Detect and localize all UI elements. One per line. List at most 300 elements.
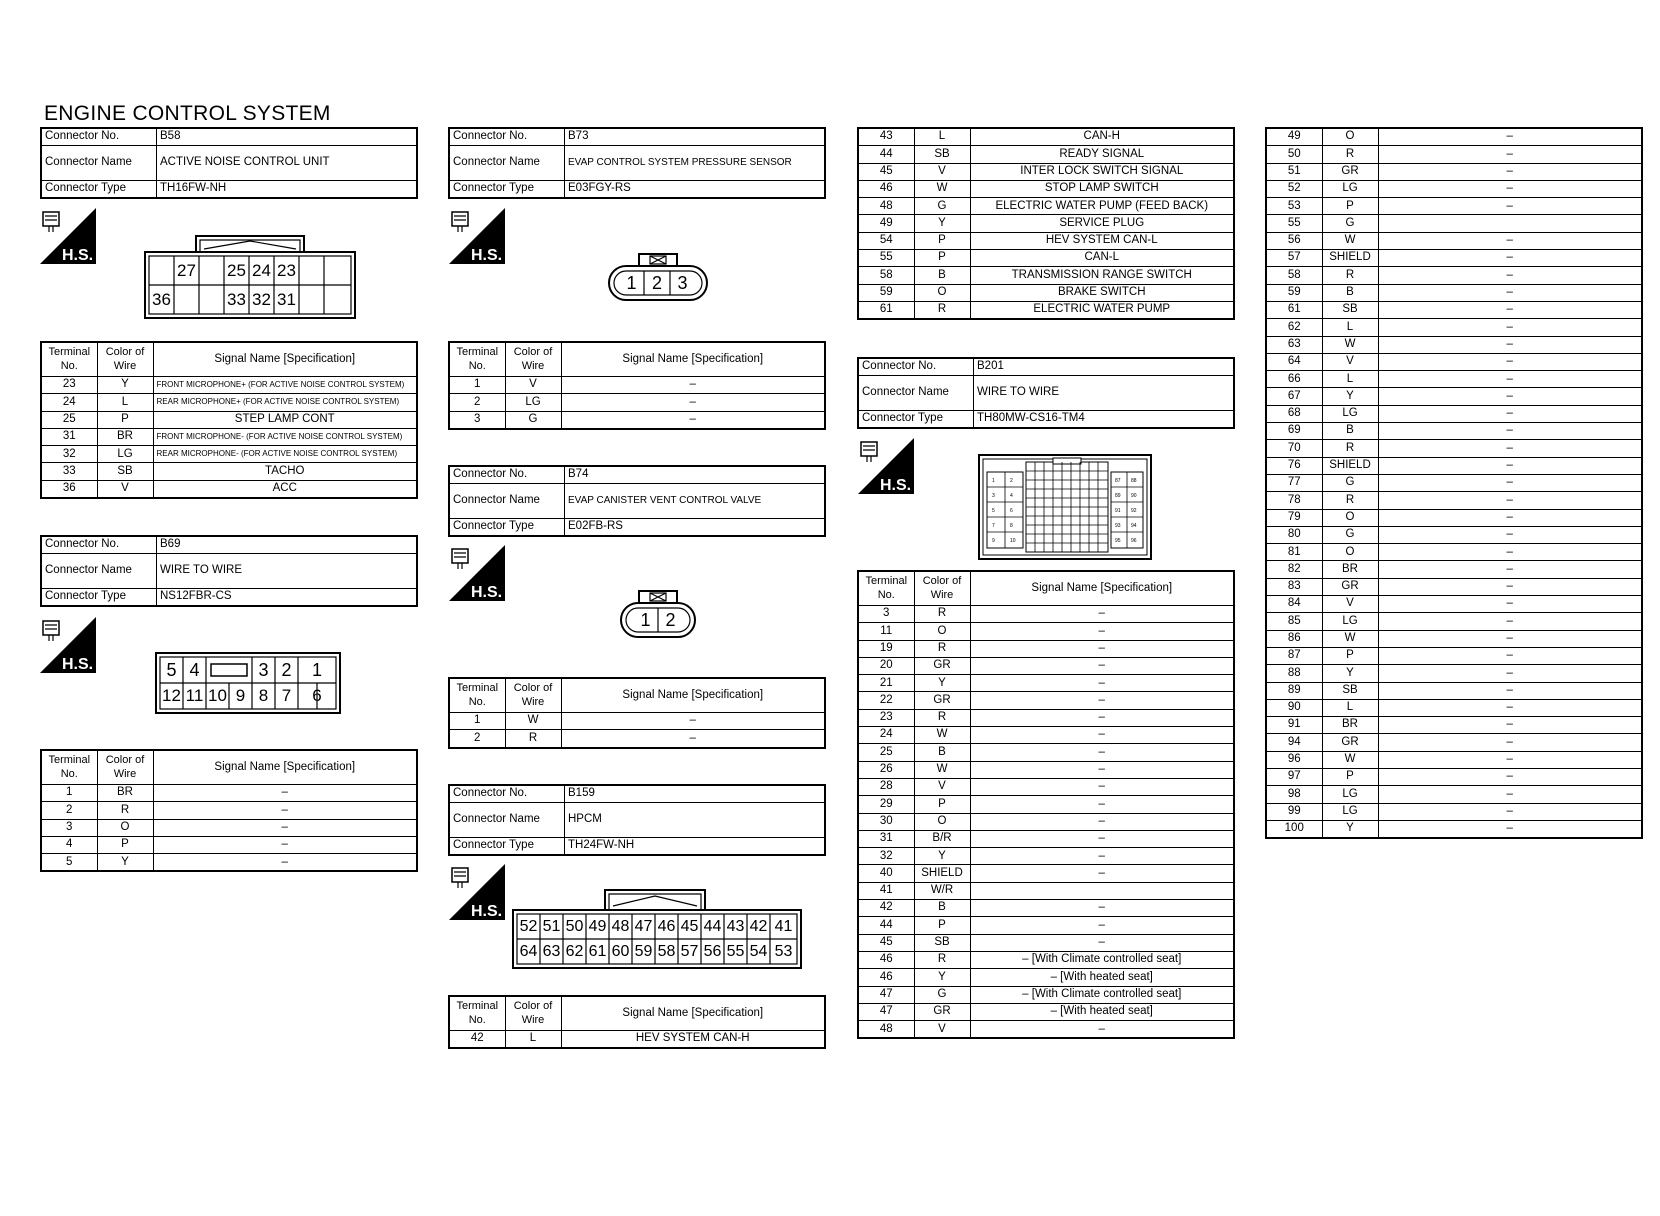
- table-cell: 82: [1266, 561, 1322, 578]
- label: 5: [992, 508, 995, 514]
- table-cell: 81: [1266, 544, 1322, 561]
- table-cell: R: [97, 802, 153, 819]
- table-cell: B: [1322, 284, 1378, 301]
- table-cell: REAR MICROPHONE- (FOR ACTIVE NOISE CONTROL SYSTEM): [153, 446, 417, 463]
- harness-side-icon: [40, 208, 96, 264]
- table-row: [858, 675, 1234, 692]
- table-cell: R: [914, 606, 970, 623]
- table-cell: Connector Name: [41, 554, 157, 589]
- table-cell: 56: [1266, 232, 1322, 249]
- table-cell: Y: [914, 675, 970, 692]
- table-cell: –: [561, 394, 825, 411]
- table: [448, 465, 826, 537]
- table-cell: INTER LOCK SWITCH SIGNAL: [970, 163, 1234, 180]
- table-cell: Connector Type: [41, 589, 157, 607]
- label: 61: [588, 943, 607, 960]
- table-cell: –: [970, 848, 1234, 865]
- table-cell: O: [1322, 128, 1378, 146]
- table-cell: B: [1322, 423, 1378, 440]
- table-cell: Connector Name: [449, 146, 565, 181]
- label: 1: [311, 660, 322, 680]
- table-cell: B: [914, 744, 970, 761]
- table-cell: 40: [858, 865, 914, 882]
- table-row: [858, 744, 1234, 761]
- label: 2: [665, 610, 676, 630]
- table-cell: –: [561, 411, 825, 429]
- table-cell: 55: [1266, 215, 1322, 232]
- table-cell: –: [1378, 803, 1642, 820]
- table-cell: 47: [858, 1003, 914, 1020]
- table-cell: V: [914, 778, 970, 795]
- table-cell: –: [1378, 768, 1642, 785]
- terminal-table-b58: [40, 341, 418, 499]
- table-cell: P: [914, 232, 970, 249]
- table-cell: HEV SYSTEM CAN-L: [970, 232, 1234, 249]
- label: 3: [258, 660, 269, 680]
- table-cell: 87: [1266, 647, 1322, 664]
- table: [857, 127, 1235, 320]
- label: 7: [281, 686, 292, 705]
- table-row: [41, 836, 417, 853]
- table-row: [858, 727, 1234, 744]
- label: 6: [1010, 508, 1013, 514]
- label: 50: [565, 918, 584, 935]
- table-cell: W: [1322, 336, 1378, 353]
- table-cell: 49: [1266, 128, 1322, 146]
- label: 45: [680, 918, 699, 935]
- label: 94: [1131, 523, 1137, 529]
- table-cell: –: [970, 934, 1234, 951]
- table-cell: 41: [858, 882, 914, 899]
- table-cell: Signal Name [Specification]: [561, 678, 825, 713]
- table: [40, 127, 418, 199]
- table-cell: SB: [914, 146, 970, 163]
- table-cell: –: [1378, 526, 1642, 543]
- table-cell: Connector Type: [858, 411, 974, 429]
- connector-type-value: TH16FW-NH: [157, 181, 418, 199]
- table-row: [858, 284, 1234, 301]
- table: [1265, 127, 1643, 839]
- label: H.S.: [880, 477, 912, 494]
- table-cell: G: [914, 198, 970, 215]
- table-cell: W: [1322, 751, 1378, 768]
- table-row: [858, 232, 1234, 249]
- table-cell: 49: [858, 215, 914, 232]
- table-cell: Y: [914, 969, 970, 986]
- terminal-table-b159-continued: [857, 127, 1235, 320]
- table-cell: R: [1322, 440, 1378, 457]
- label: 58: [657, 943, 676, 960]
- table-row: [1266, 630, 1642, 647]
- table-cell: R: [914, 301, 970, 319]
- table-cell: Terminal No.: [449, 678, 505, 713]
- table-row: [449, 484, 825, 519]
- table-cell: 59: [1266, 284, 1322, 301]
- table-cell: FRONT MICROPHONE+ (FOR ACTIVE NOISE CONTROL SYSTEM): [153, 377, 417, 394]
- table-row: [449, 411, 825, 429]
- table-cell: 88: [1266, 665, 1322, 682]
- table-cell: READY SIGNAL: [970, 146, 1234, 163]
- table-cell: L: [505, 1031, 561, 1049]
- harness-side-icon: [40, 617, 96, 673]
- label: 49: [588, 918, 607, 935]
- table-cell: BR: [1322, 561, 1378, 578]
- table-cell: Signal Name [Specification]: [561, 342, 825, 377]
- table-row: [449, 519, 825, 537]
- table-cell: 1: [449, 377, 505, 394]
- table-cell: W: [1322, 232, 1378, 249]
- table: [448, 127, 826, 199]
- table-cell: W: [505, 713, 561, 730]
- table-cell: SB: [914, 934, 970, 951]
- table-cell: Connector No.: [449, 785, 565, 803]
- table-cell: P: [914, 796, 970, 813]
- table-cell: –: [1378, 371, 1642, 388]
- table: [448, 784, 826, 856]
- table-cell: 31: [41, 428, 97, 445]
- table-cell: 25: [858, 744, 914, 761]
- table-row: [858, 376, 1234, 411]
- harness-side-icon: [449, 208, 505, 264]
- table-cell: B74: [565, 466, 826, 484]
- connector-b73-face-diagram: [607, 252, 709, 307]
- table-cell: L: [1322, 699, 1378, 716]
- label: 10: [1010, 538, 1016, 544]
- connector-name-value: ACTIVE NOISE CONTROL UNIT: [157, 146, 418, 181]
- table-cell: –: [1378, 232, 1642, 249]
- connector-b159-header: [448, 784, 826, 856]
- table-cell: B73: [565, 128, 826, 146]
- table-row: [449, 1031, 825, 1049]
- table-cell: –: [970, 900, 1234, 917]
- table-cell: –: [970, 830, 1234, 847]
- table-cell: –: [1378, 474, 1642, 491]
- table-cell: –: [970, 675, 1234, 692]
- table-row: [1266, 405, 1642, 422]
- table-cell: LG: [1322, 786, 1378, 803]
- table-row: [1266, 336, 1642, 353]
- table-cell: FRONT MICROPHONE- (FOR ACTIVE NOISE CONTROL SYSTEM): [153, 428, 417, 445]
- table-cell: –: [970, 640, 1234, 657]
- table-cell: 43: [858, 128, 914, 146]
- table-cell: 90: [1266, 699, 1322, 716]
- table-row: [41, 146, 417, 181]
- table-cell: O: [97, 819, 153, 836]
- table-row: [1266, 682, 1642, 699]
- table-row: [1266, 457, 1642, 474]
- table-cell: –: [970, 761, 1234, 778]
- table-cell: –: [970, 1021, 1234, 1039]
- table-row: [449, 785, 825, 803]
- table-row: [41, 480, 417, 498]
- label: 4: [1010, 493, 1013, 499]
- table-cell: CAN-H: [970, 128, 1234, 146]
- table-cell: LG: [1322, 613, 1378, 630]
- table-cell: ACC: [153, 480, 417, 498]
- table-row: [1266, 734, 1642, 751]
- pin: 32: [252, 290, 271, 309]
- table-row: [41, 854, 417, 872]
- table-cell: 24: [858, 727, 914, 744]
- table-row: [1266, 647, 1642, 664]
- table-cell: E02FB-RS: [565, 519, 826, 537]
- label: 6: [312, 686, 322, 705]
- table-cell: 70: [1266, 440, 1322, 457]
- table-cell: HEV SYSTEM CAN-H: [561, 1031, 825, 1049]
- table-row: [858, 267, 1234, 284]
- table-row: [41, 446, 417, 463]
- label: 41: [774, 918, 793, 935]
- table-cell: V: [914, 163, 970, 180]
- table-cell: 3: [858, 606, 914, 623]
- table-cell: 4: [41, 836, 97, 853]
- connector-name-label: Connector Name: [41, 146, 157, 181]
- connector-b201-face-diagram: [978, 454, 1152, 565]
- table-cell: 11: [858, 623, 914, 640]
- table-cell: –: [1378, 267, 1642, 284]
- table-cell: –: [1378, 336, 1642, 353]
- harness-side-icon: [449, 545, 505, 601]
- table-cell: ELECTRIC WATER PUMP: [970, 301, 1234, 319]
- table-cell: –: [1378, 717, 1642, 734]
- table-cell: V: [1322, 596, 1378, 613]
- table-row: [1266, 215, 1642, 232]
- label: H.S.: [471, 247, 503, 264]
- table-row: [858, 623, 1234, 640]
- table-row: [41, 589, 417, 607]
- table-row: [1266, 371, 1642, 388]
- table-cell: – [With Climate controlled seat]: [970, 986, 1234, 1003]
- table-cell: R: [1322, 267, 1378, 284]
- table-cell: SERVICE PLUG: [970, 215, 1234, 232]
- table-cell: –: [1378, 405, 1642, 422]
- harness-side-icon: [449, 864, 505, 920]
- table-cell: 45: [858, 934, 914, 951]
- terminal-table-b201: [857, 570, 1235, 1039]
- table-cell: 64: [1266, 353, 1322, 370]
- table-cell: 53: [1266, 198, 1322, 215]
- table-cell: W/R: [914, 882, 970, 899]
- table-row: [1266, 353, 1642, 370]
- label: 10: [208, 686, 227, 705]
- table-row: [1266, 198, 1642, 215]
- connector-no-label: Connector No.: [41, 128, 157, 146]
- table-cell: 76: [1266, 457, 1322, 474]
- table-cell: L: [97, 394, 153, 411]
- connector-b159-face-diagram: [512, 888, 802, 975]
- table-cell: 46: [858, 951, 914, 968]
- table-cell: [970, 882, 1234, 899]
- table-row: [1266, 474, 1642, 491]
- table-cell: 54: [858, 232, 914, 249]
- table-cell: B/R: [914, 830, 970, 847]
- table-row: [1266, 803, 1642, 820]
- table-cell: –: [1378, 509, 1642, 526]
- table-cell: GR: [1322, 734, 1378, 751]
- table-cell: STOP LAMP SWITCH: [970, 180, 1234, 197]
- label: 88: [1131, 478, 1137, 484]
- table-cell: W: [914, 727, 970, 744]
- label: 89: [1115, 493, 1121, 499]
- table-row: [1266, 180, 1642, 197]
- table-cell: SB: [1322, 301, 1378, 318]
- table-row: [858, 709, 1234, 726]
- table-cell: –: [1378, 198, 1642, 215]
- label: 9: [235, 686, 246, 705]
- table-cell: Connector No.: [449, 466, 565, 484]
- table-cell: –: [1378, 699, 1642, 716]
- table-cell: –: [1378, 423, 1642, 440]
- table-cell: LG: [1322, 405, 1378, 422]
- table-cell: SB: [97, 463, 153, 480]
- table-cell: G: [505, 411, 561, 429]
- table-cell: –: [1378, 630, 1642, 647]
- table-cell: 3: [449, 411, 505, 429]
- connector-b74-header: [448, 465, 826, 537]
- table-cell: 83: [1266, 578, 1322, 595]
- table-row: [858, 951, 1234, 968]
- table-cell: Connector Name: [449, 803, 565, 838]
- table-cell: 62: [1266, 319, 1322, 336]
- label: 11: [185, 686, 204, 705]
- table-row: [858, 761, 1234, 778]
- table-cell: 21: [858, 675, 914, 692]
- table-cell: –: [1378, 734, 1642, 751]
- table: [448, 995, 826, 1049]
- table-row: [858, 917, 1234, 934]
- table-cell: CAN-L: [970, 250, 1234, 267]
- table-row: [449, 128, 825, 146]
- table-cell: 80: [1266, 526, 1322, 543]
- terminal-table-b201-continued: [1265, 127, 1643, 839]
- table-cell: GR: [914, 657, 970, 674]
- table-cell: R: [914, 951, 970, 968]
- label: 1: [640, 610, 651, 630]
- table-cell: GR: [914, 692, 970, 709]
- table-cell: 61: [1266, 301, 1322, 318]
- label: 1: [992, 478, 995, 484]
- table-cell: TRANSMISSION RANGE SWITCH: [970, 267, 1234, 284]
- table-row: [1266, 544, 1642, 561]
- table-cell: 85: [1266, 613, 1322, 630]
- table-cell: –: [970, 657, 1234, 674]
- label: 60: [611, 943, 630, 960]
- table-row: [41, 128, 417, 146]
- label: 51: [542, 918, 561, 935]
- table-row: [858, 606, 1234, 623]
- terminal-table-b73: [448, 341, 826, 430]
- table-cell: SHIELD: [914, 865, 970, 882]
- table-cell: BR: [97, 785, 153, 802]
- table-cell: Y: [1322, 388, 1378, 405]
- table-cell: Y: [1322, 665, 1378, 682]
- table-cell: 46: [858, 180, 914, 197]
- table-row: [858, 1003, 1234, 1020]
- table-cell: Color of Wire: [914, 571, 970, 606]
- table-cell: 63: [1266, 336, 1322, 353]
- table-cell: O: [914, 623, 970, 640]
- table-cell: G: [1322, 474, 1378, 491]
- table: [40, 341, 418, 499]
- table-row: [449, 466, 825, 484]
- table-row: [858, 301, 1234, 319]
- table-cell: TH24FW-NH: [565, 838, 826, 856]
- table-cell: REAR MICROPHONE+ (FOR ACTIVE NOISE CONTROL SYSTEM): [153, 394, 417, 411]
- table-cell: R: [914, 640, 970, 657]
- table-cell: GR: [914, 1003, 970, 1020]
- table-cell: Terminal No.: [449, 996, 505, 1031]
- table-row: [1266, 786, 1642, 803]
- table-row: [1266, 163, 1642, 180]
- table-cell: – [With Climate controlled seat]: [970, 951, 1234, 968]
- table-row: [41, 428, 417, 445]
- table-cell: 5: [41, 854, 97, 872]
- table-cell: Y: [97, 854, 153, 872]
- table-cell: P: [914, 250, 970, 267]
- table-cell: W: [1322, 630, 1378, 647]
- table-row: [1266, 613, 1642, 630]
- table-cell: 55: [858, 250, 914, 267]
- table-cell: P: [1322, 768, 1378, 785]
- table-cell: –: [1378, 319, 1642, 336]
- table-cell: 25: [41, 411, 97, 428]
- table-cell: 51: [1266, 163, 1322, 180]
- label: 59: [634, 943, 653, 960]
- table-row: [1266, 699, 1642, 716]
- table-cell: 79: [1266, 509, 1322, 526]
- table-row: [858, 848, 1234, 865]
- table-cell: 97: [1266, 768, 1322, 785]
- table-row: [1266, 665, 1642, 682]
- pin: 23: [277, 261, 296, 280]
- table-cell: BR: [97, 428, 153, 445]
- connector-b73-header: [448, 127, 826, 199]
- label: 44: [703, 918, 722, 935]
- pin: 25: [227, 261, 246, 280]
- table-cell: Terminal No.: [41, 750, 97, 785]
- table-cell: E03FGY-RS: [565, 181, 826, 199]
- table-cell: – [With heated seat]: [970, 1003, 1234, 1020]
- table-cell: W: [914, 761, 970, 778]
- table-cell: –: [1378, 353, 1642, 370]
- label: 52: [519, 918, 538, 935]
- table-cell: SB: [1322, 682, 1378, 699]
- table-cell: R: [914, 709, 970, 726]
- label: 7: [992, 523, 995, 529]
- table-cell: –: [1378, 665, 1642, 682]
- table-row: [858, 128, 1234, 146]
- table-cell: SHIELD: [1322, 457, 1378, 474]
- table-cell: 2: [449, 394, 505, 411]
- label: 8: [258, 686, 269, 705]
- table-cell: 96: [1266, 751, 1322, 768]
- table-cell: LG: [1322, 180, 1378, 197]
- table-row: [449, 730, 825, 748]
- table-row: [858, 1021, 1234, 1039]
- table-cell: 33: [41, 463, 97, 480]
- label: H.S.: [471, 584, 503, 601]
- table-row: [1266, 717, 1642, 734]
- table-row: [1266, 561, 1642, 578]
- table-cell: GR: [1322, 163, 1378, 180]
- table-row: [41, 181, 417, 199]
- table-cell: 100: [1266, 820, 1322, 838]
- label: 43: [726, 918, 745, 935]
- table-cell: EVAP CONTROL SYSTEM PRESSURE SENSOR: [565, 146, 826, 181]
- table-cell: B159: [565, 785, 826, 803]
- table-cell: 24: [41, 394, 97, 411]
- table-cell: 26: [858, 761, 914, 778]
